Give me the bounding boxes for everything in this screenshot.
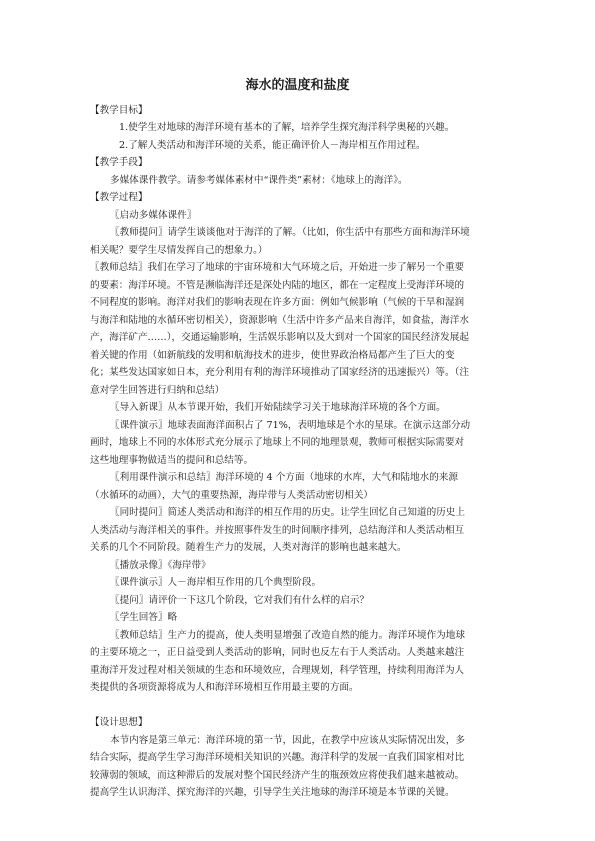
paragraph-line: 〖提问〗请评价一下这几个阶段，它对我们有什么样的启示？ <box>110 595 370 606</box>
paragraph-line: 意对学生回答进行归纳和总结） <box>90 385 225 396</box>
paragraph-line: 产，海洋矿产……），交通运输影响，生活娱乐影响以及大到对一个国家的国民经济发展起 <box>90 332 469 343</box>
paragraph-line: 〖课件演示〗人－海岸相互作用的几个典型阶段。 <box>110 577 322 588</box>
paragraph-line: 这些地理事物做适当的提问和总结等。 <box>90 455 254 466</box>
document-title: 海水的温度和盐度 <box>245 78 350 93</box>
section-heading-methods: 【教学手段】 <box>90 157 148 168</box>
section-heading-process: 【教学过程】 <box>90 192 148 203</box>
paragraph-line: 关系的几个不同阶段。随着生产力的发展，人类对海洋的影响也越来越大。 <box>90 542 407 553</box>
paragraph-line: 多媒体课件教学。请参考媒体素材中“课件类”素材：《地球上的海洋》。 <box>110 175 408 186</box>
paragraph-line: 〖导入新课〗从本节课开始，我们开始陆续学习关于地球海洋环境的各个方面。 <box>110 402 446 413</box>
paragraph-line: 人类活动与海洋相关的事件。并按照事件发生的时间顺序排列，总结海洋和人类活动相互 <box>90 525 465 536</box>
paragraph-line: 〖教师总结〗生产力的提高，使人类明显增强了改造自然的能力。海洋环境作为地球 <box>110 630 465 641</box>
paragraph-line: 〖播放录像〗《海岸带》 <box>110 560 211 571</box>
paragraph-line: 〖学生回答〗略 <box>110 612 178 623</box>
paragraph-line: 结合实际，提高学生学习海洋环境相关知识的兴趣。海洋科学的发展一直我们国家相对比 <box>90 752 465 763</box>
paragraph-line: 〖启动多媒体课件〗 <box>110 210 197 221</box>
paragraph-line: 重海洋开发过程对相关领域的生态和环境效应，合理规划，科学管理，持续利用海洋为人 <box>90 665 465 676</box>
paragraph-line: 与海洋和陆地的水循环密切相关），资源影响（生活中许多产品来自海洋，如食盐，海洋水 <box>90 315 469 326</box>
objective-line: 2.了解人类活动和海洋环境的关系，能正确评价人－海岸相互作用过程。 <box>119 140 426 151</box>
paragraph-line: 相关呢？要学生尽情发挥自己的想象力。） <box>90 245 268 256</box>
paragraph-line: 较薄弱的领域，而这种滞后的发展对整个国民经济产生的瓶颈效应将使我们越来越被动。 <box>90 770 465 781</box>
paragraph-line: （水循环的动画），大气的重要热源，海岸带与人类活动密切相关） <box>90 490 374 501</box>
paragraph-line: 〖教师总结〗我们在学习了地球的宇宙环境和大气环境之后，开始进一步了解另一个重要 <box>90 262 465 273</box>
paragraph-line: 类提供的各项资源将成为人和海洋环境相互作用最主要的方面。 <box>90 682 359 693</box>
section-heading-objectives: 【教学目标】 <box>90 105 148 116</box>
paragraph-line: 本节内容是第三单元：海洋环境的第一节，因此，在教学中应该从实际情况出发，多 <box>110 735 465 746</box>
paragraph-line: 〖教师提问〗请学生谈谈他对于海洋的了解。（比如，你生活中有那些方面和海洋环境 <box>110 227 470 238</box>
objective-line: 1.使学生对地球的海洋环境有基本的了解，培养学生探究海洋科学奥秘的兴趣。 <box>119 122 455 133</box>
paragraph-line: 画时，地球上不同的水体形式充分展示了地球上不同的地理景观，教师可根据实际需要对 <box>90 437 465 448</box>
section-heading-design: 【设计思想】 <box>90 717 148 728</box>
paragraph-line: 提高学生认识海洋、探究海洋的兴趣，引导学生关注地球的海洋环境是本节课的关键。 <box>90 787 455 798</box>
paragraph-line: 着关键的作用（如新航线的发明和航海技术的进步，使世界政治格局都产生了巨大的变 <box>90 350 455 361</box>
paragraph-line: 〖同时提问〗简述人类活动和海洋的相互作用的历史。让学生回忆自己知道的历史上 <box>110 507 465 518</box>
paragraph-line: 化；某些发达国家如日本，充分利用有利的海洋环境推动了国家经济的迅速振兴）等。（注 <box>90 367 469 378</box>
paragraph-line: 〖利用课件演示和总结〗海洋环境的 4 个方面（地球的水库，大气和陆地水的来源 <box>110 472 458 483</box>
paragraph-line: 的要素：海洋环境。不管是濒临海洋还是深处内陆的地区，都在一定程度上受海洋环境的 <box>90 280 465 291</box>
paragraph-line: 〖课件演示〗地球表面海洋面积占了 71%，表明地球是个水的星球。在演示这部分动 <box>110 420 471 431</box>
paragraph-line: 的主要环境之一，正日益受到人类活动的影响，同时也反左右于人类活动。人类越来越注 <box>90 647 465 658</box>
paragraph-line: 不同程度的影响。海洋对我们的影响表现在许多方面：例如气候影响（气候的干旱和湿润 <box>90 297 465 308</box>
